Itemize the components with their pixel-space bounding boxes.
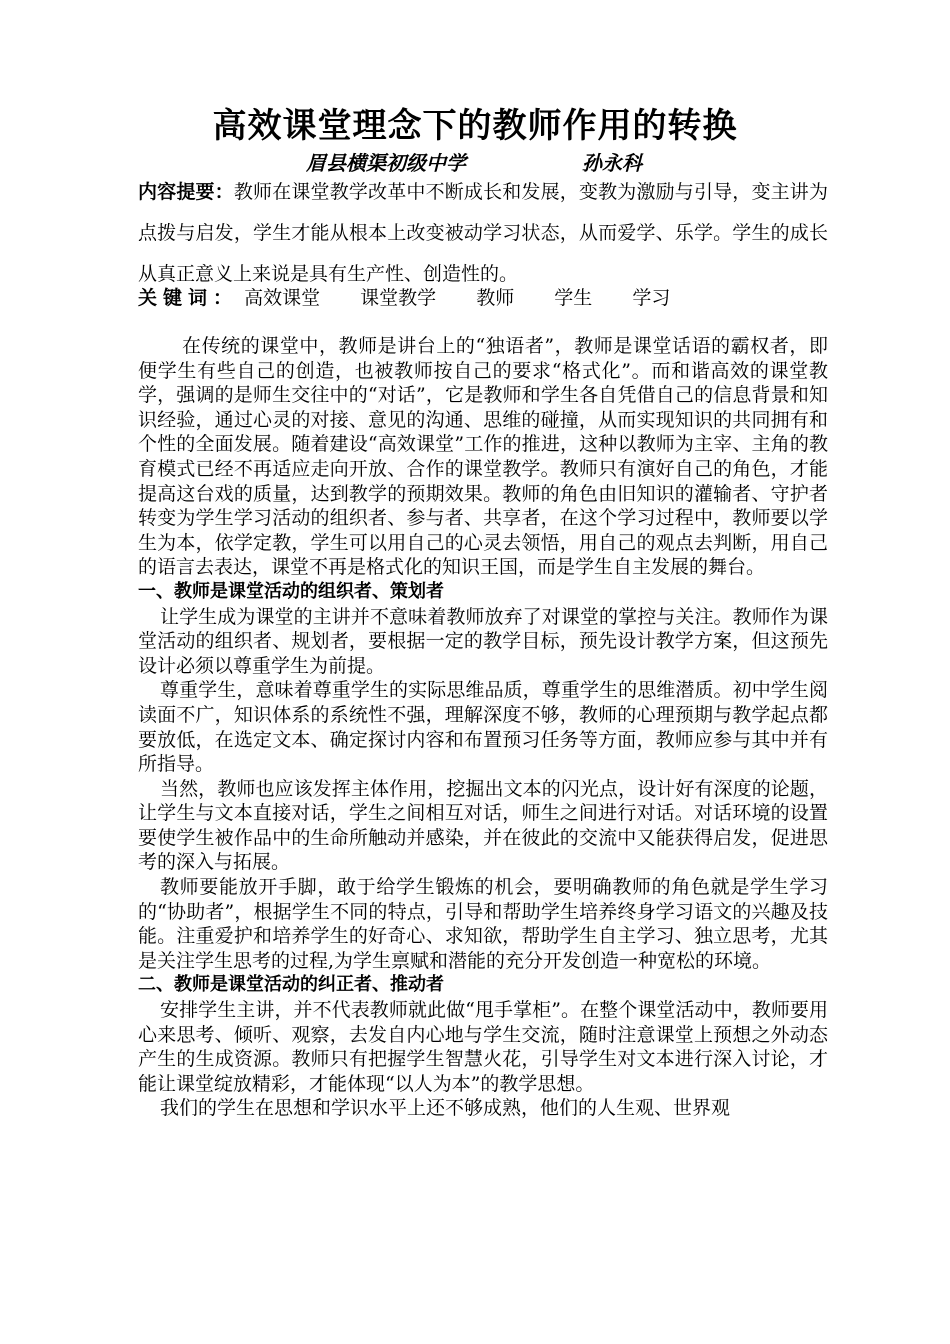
school-name: 眉县横渠初级中学 bbox=[306, 151, 466, 175]
keyword: 学习 bbox=[632, 287, 671, 309]
document-body bbox=[138, 334, 828, 1121]
body-paragraph: 让学生成为课堂的主讲并不意味着教师放弃了对课堂的掌控与关注。教师作为课堂活动的组织者、规划者，要根据一定的教学目标，预先设计教学方案，但这预先设计必须以尊重学生为前提。 bbox=[138, 605, 828, 677]
document-title: 高效课堂理念下的教师作用的转换 bbox=[212, 106, 738, 146]
intro-paragraph: 在传统的课堂中，教师是讲台上的“独语者”，教师是课堂话语的霸权者，即便学生有些自己的创造，也被教师按自己的要求“格式化”。而和谐高效的课堂教学，强调的是师生交往中的“对话”，它是教师和学生各自凭借自己的信息背景和知识经验，通过心灵的对接、意见的沟通、思维的碰撞，从而实现知识的共同拥有和个性的全面发展。随着建设“高效课堂”工作的推进，这种以教师为主宰、主角的教育模式已经不再适应走向开放、合作的课堂教学。教师只有演好自己的角色，才能提高这台戏的质量，达到教学的预期效果。教师的角色由旧知识的灌输者、守护者转变为学生学习活动的组织者、参与者、共享者，在这个学习过程中，教师要以学生为本，依学定教，学生可以用自己的心灵去领悟，用自己的观点去判断，用自己的语言去表达，课堂不再是格式化的知识王国，而是学生自主发展的舞台。 bbox=[138, 335, 828, 579]
keywords-line bbox=[138, 285, 828, 311]
abstract-label: 内容提要： bbox=[138, 181, 234, 203]
author-name: 孙永科 bbox=[582, 151, 642, 175]
section-heading: 二、教师是课堂活动的纠正者、推动者 bbox=[138, 974, 444, 996]
section-heading: 一、教师是课堂活动的组织者、策划者 bbox=[138, 580, 444, 602]
body-paragraph: 我们的学生在思想和学识水平上还不够成熟，他们的人生观、世界观 bbox=[160, 1097, 731, 1120]
keyword: 高效课堂 bbox=[244, 287, 321, 309]
body-paragraph: 当然，教师也应该发挥主体作用，挖掘出文本的闪光点，设计好有深度的论题，让学生与文本直接对话，学生之间相互对话，师生之间进行对话。对话环境的设置要使学生被作品中的生命所触动并感染，并在彼此的交流中又能获得启发，促进思考的深入与拓展。 bbox=[138, 777, 828, 874]
keyword: 教师 bbox=[476, 287, 515, 309]
keywords-label: 关键词： bbox=[138, 287, 239, 309]
abstract-text: 教师在课堂教学改革中不断成长和发展，变教为激励与引导，变主讲为点拨与启发，学生才能从根本上改变被动学习状态，从而爱学、乐学。学生的成长从真正意义上来说是具有生产性、创造性的。 bbox=[138, 181, 828, 285]
keyword: 学生 bbox=[554, 287, 593, 309]
keyword: 课堂教学 bbox=[360, 287, 437, 309]
abstract bbox=[138, 172, 828, 295]
body-paragraph: 教师要能放开手脚，敢于给学生锻炼的机会，要明确教师的角色就是学生学习的“协助者”，根据学生不同的特点，引导和帮助学生培养终身学习语文的兴趣及技能。注重爱护和培养学生的好奇心、求知欲，帮助学生自主学习、独立思考，尤其是关注学生思考的过程,为学生禀赋和潜能的充分开发创造一种宽松的环境。 bbox=[138, 876, 828, 972]
body-paragraph: 安排学生主讲，并不代表教师就此做“甩手掌柜”。在整个课堂活动中，教师要用心来思考、倾听、观察，去发自内心地与学生交流，随时注意课堂上预想之外动态产生的生成资源。教师只有把握学生智慧火花，引导学生对文本进行深入讨论，才能让课堂绽放精彩，才能体现“以人为本”的教学思想。 bbox=[138, 999, 828, 1095]
body-paragraph: 尊重学生，意味着尊重学生的实际思维品质，尊重学生的思维潜质。初中学生阅读面不广，知识体系的系统性不强，理解深度不够，教师的心理预期与教学起点都要放低，在选定文本、确定探讨内容和布置预习任务等方面，教师应参与其中并有所指导。 bbox=[138, 679, 828, 776]
